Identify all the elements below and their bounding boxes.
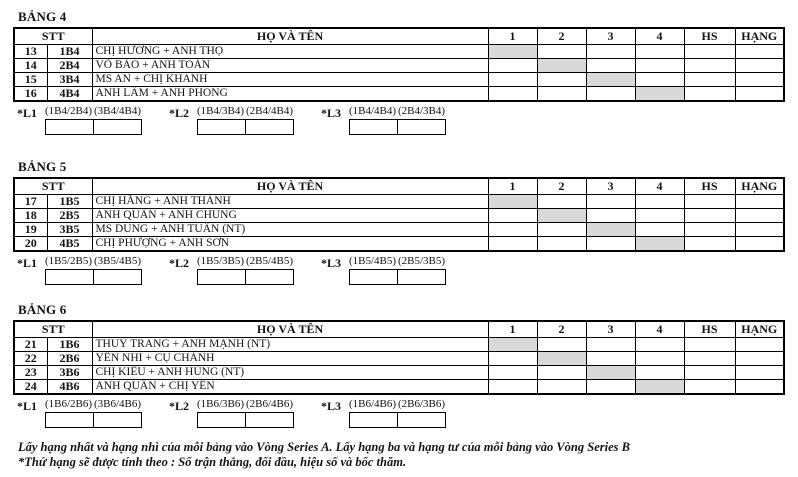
leg-label: *L1: [17, 256, 38, 270]
score-cell: [488, 366, 537, 380]
leg-label: *L2: [169, 256, 190, 270]
matchup: (2B5/4B5): [245, 255, 294, 267]
score-cell: [586, 87, 635, 102]
col-header-round1: 1: [488, 28, 537, 45]
team-row: [14, 223, 784, 237]
hs-cell: [684, 59, 735, 73]
team-row: [14, 45, 784, 59]
score-cell: [488, 352, 537, 366]
score-box: [93, 269, 142, 285]
stt-cell: 19: [14, 223, 47, 237]
score-cell: [537, 380, 586, 395]
results-table-bang6: [13, 320, 785, 395]
score-cell: [488, 209, 537, 223]
score-cell: [537, 45, 586, 59]
rounds-schedule: [17, 255, 798, 285]
score-cell: [586, 195, 635, 209]
matchup: (1B5/2B5): [44, 255, 93, 267]
score-box: [93, 119, 142, 135]
seed-cell: 4B5: [47, 237, 92, 252]
score-cell: [635, 209, 684, 223]
col-header-hs: HS: [684, 28, 735, 45]
score-cell: [537, 73, 586, 87]
col-header-hs: HS: [684, 178, 735, 195]
team-name-cell: ANH LÂM + ANH PHONG: [92, 87, 488, 102]
team-row: [14, 73, 784, 87]
score-cell: [635, 59, 684, 73]
leg-l2: [169, 105, 294, 135]
team-row: [14, 380, 784, 395]
col-header-round2: 2: [537, 178, 586, 195]
leg-l3: [321, 105, 446, 135]
hs-cell: [684, 338, 735, 352]
score-cell: [586, 209, 635, 223]
leg-label: *L3: [321, 399, 342, 413]
matchup: (2B6/4B6): [245, 398, 294, 410]
col-header-round4: 4: [635, 178, 684, 195]
team-row: [14, 237, 784, 252]
score-box: [245, 269, 294, 285]
col-header-stt: STT: [14, 178, 92, 195]
score-cell-self: [488, 45, 537, 59]
matchup: (3B5/4B5): [93, 255, 142, 267]
seed-cell: 1B6: [47, 338, 92, 352]
leg-l1: [17, 255, 142, 285]
score-cell: [488, 59, 537, 73]
hs-cell: [684, 45, 735, 59]
score-cell-self: [635, 237, 684, 252]
score-cell: [537, 87, 586, 102]
footer-line2: *Thứ hạng sẽ được tính theo : Số trận thắng, đối đầu, hiệu số và bốc thăm.: [18, 455, 407, 469]
score-box: [245, 412, 294, 428]
hs-cell: [684, 87, 735, 102]
score-cell-self: [635, 380, 684, 395]
score-cell: [635, 223, 684, 237]
team-name-cell: CHỊ HƯƠNG + ANH THỌ: [92, 45, 488, 59]
seed-cell: 1B5: [47, 195, 92, 209]
col-header-round2: 2: [537, 28, 586, 45]
matchup: (2B5/3B5): [397, 255, 446, 267]
hang-cell: [735, 195, 784, 209]
matchup: (1B4/3B4): [196, 105, 245, 117]
hs-cell: [684, 352, 735, 366]
score-box: [45, 119, 94, 135]
col-header-stt: STT: [14, 321, 92, 338]
hang-cell: [735, 338, 784, 352]
footer-note: [18, 440, 798, 470]
results-table-bang5: [13, 177, 785, 252]
header-row: [14, 178, 784, 195]
leg-label: *L3: [321, 256, 342, 270]
score-box: [197, 119, 246, 135]
group-section-bang5: [13, 159, 798, 285]
team-name-cell: ANH QUÂN + ANH CHUNG: [92, 209, 488, 223]
leg-l3: [321, 255, 446, 285]
score-cell: [635, 195, 684, 209]
score-cell: [635, 366, 684, 380]
hs-cell: [684, 380, 735, 395]
hang-cell: [735, 73, 784, 87]
col-header-round4: 4: [635, 321, 684, 338]
stt-cell: 20: [14, 237, 47, 252]
header-row: [14, 321, 784, 338]
rounds-schedule: [17, 398, 798, 428]
stt-cell: 18: [14, 209, 47, 223]
stt-cell: 24: [14, 380, 47, 395]
team-name-cell: THUỲ TRANG + ANH MẠNH (NT): [92, 338, 488, 352]
score-cell-self: [586, 223, 635, 237]
stt-cell: 23: [14, 366, 47, 380]
col-header-hang: HẠNG: [735, 321, 784, 338]
score-box: [349, 119, 398, 135]
matchup: (1B4/2B4): [44, 105, 93, 117]
group-section-bang4: [13, 9, 798, 135]
score-cell-self: [488, 338, 537, 352]
score-box: [349, 412, 398, 428]
matchup: (2B6/3B6): [397, 398, 446, 410]
header-row: [14, 28, 784, 45]
stt-cell: 16: [14, 87, 47, 102]
score-box: [397, 412, 446, 428]
score-cell: [488, 380, 537, 395]
seed-cell: 2B5: [47, 209, 92, 223]
stt-cell: 22: [14, 352, 47, 366]
team-name-cell: VÕ BẢO + ANH TOÀN: [92, 59, 488, 73]
team-name-cell: CHỊ HẰNG + ANH THÀNH: [92, 195, 488, 209]
hang-cell: [735, 237, 784, 252]
col-header-hs: HS: [684, 321, 735, 338]
matchup: (1B6/2B6): [44, 398, 93, 410]
leg-l3: [321, 398, 446, 428]
hang-cell: [735, 380, 784, 395]
leg-label: *L1: [17, 106, 38, 120]
hang-cell: [735, 45, 784, 59]
team-name-cell: MS DUNG + ANH TUẤN (NT): [92, 223, 488, 237]
score-box: [397, 269, 446, 285]
col-header-name: HỌ VÀ TÊN: [92, 28, 488, 45]
leg-label: *L2: [169, 106, 190, 120]
team-row: [14, 352, 784, 366]
stt-cell: 14: [14, 59, 47, 73]
score-cell: [586, 380, 635, 395]
score-cell: [586, 352, 635, 366]
score-box: [93, 412, 142, 428]
leg-label: *L3: [321, 106, 342, 120]
score-cell: [586, 59, 635, 73]
col-header-round3: 3: [586, 28, 635, 45]
team-row: [14, 59, 784, 73]
hs-cell: [684, 237, 735, 252]
matchup: (2B4/4B4): [245, 105, 294, 117]
matchup: (1B5/3B5): [196, 255, 245, 267]
seed-cell: 3B6: [47, 366, 92, 380]
hang-cell: [735, 223, 784, 237]
score-box: [349, 269, 398, 285]
hs-cell: [684, 366, 735, 380]
col-header-name: HỌ VÀ TÊN: [92, 178, 488, 195]
hang-cell: [735, 209, 784, 223]
seed-cell: 4B6: [47, 380, 92, 395]
leg-l1: [17, 398, 142, 428]
stt-cell: 13: [14, 45, 47, 59]
table-title: BẢNG 5: [18, 159, 67, 174]
score-box: [197, 412, 246, 428]
score-cell-self: [537, 209, 586, 223]
leg-label: *L1: [17, 399, 38, 413]
rounds-schedule: [17, 105, 798, 135]
seed-cell: 1B4: [47, 45, 92, 59]
hs-cell: [684, 195, 735, 209]
col-header-round3: 3: [586, 178, 635, 195]
hang-cell: [735, 366, 784, 380]
hang-cell: [735, 352, 784, 366]
score-cell-self: [635, 87, 684, 102]
score-cell-self: [488, 195, 537, 209]
col-header-round1: 1: [488, 178, 537, 195]
group-section-bang6: [13, 302, 798, 428]
hang-cell: [735, 59, 784, 73]
results-table-bang4: [13, 27, 785, 102]
col-header-round3: 3: [586, 321, 635, 338]
team-row: [14, 209, 784, 223]
matchup: (2B4/3B4): [397, 105, 446, 117]
leg-label: *L2: [169, 399, 190, 413]
col-header-round1: 1: [488, 321, 537, 338]
score-cell-self: [586, 73, 635, 87]
col-header-hang: HẠNG: [735, 28, 784, 45]
team-name-cell: CHỊ PHƯỢNG + ANH SƠN: [92, 237, 488, 252]
team-row: [14, 366, 784, 380]
leg-l1: [17, 105, 142, 135]
team-row: [14, 87, 784, 102]
matchup: (1B5/4B5): [348, 255, 397, 267]
score-cell: [586, 338, 635, 352]
score-cell-self: [537, 352, 586, 366]
score-box: [245, 119, 294, 135]
score-cell: [488, 73, 537, 87]
matchup: (1B6/3B6): [196, 398, 245, 410]
score-cell: [635, 338, 684, 352]
hs-cell: [684, 209, 735, 223]
score-cell: [537, 366, 586, 380]
score-cell: [488, 223, 537, 237]
table-title: BẢNG 4: [18, 9, 67, 24]
col-header-name: HỌ VÀ TÊN: [92, 321, 488, 338]
score-cell: [635, 45, 684, 59]
score-box: [45, 269, 94, 285]
hs-cell: [684, 223, 735, 237]
score-cell: [488, 237, 537, 252]
leg-l2: [169, 398, 294, 428]
score-cell-self: [537, 59, 586, 73]
table-title: BẢNG 6: [18, 302, 67, 317]
score-box: [397, 119, 446, 135]
team-name-cell: YẾN NHI + CỤ CHÁNH: [92, 352, 488, 366]
score-cell: [488, 87, 537, 102]
score-cell: [537, 237, 586, 252]
team-name-cell: MS AN + CHỊ KHANH: [92, 73, 488, 87]
stt-cell: 21: [14, 338, 47, 352]
seed-cell: 2B4: [47, 59, 92, 73]
col-header-round4: 4: [635, 28, 684, 45]
col-header-round2: 2: [537, 321, 586, 338]
col-header-hang: HẠNG: [735, 178, 784, 195]
score-box: [197, 269, 246, 285]
score-cell: [635, 73, 684, 87]
team-name-cell: ANH QUÂN + CHỊ YẾN: [92, 380, 488, 395]
stt-cell: 17: [14, 195, 47, 209]
hang-cell: [735, 87, 784, 102]
score-cell: [586, 237, 635, 252]
score-cell: [537, 338, 586, 352]
matchup: (1B4/4B4): [348, 105, 397, 117]
seed-cell: 3B4: [47, 73, 92, 87]
score-cell: [586, 45, 635, 59]
team-row: [14, 338, 784, 352]
seed-cell: 2B6: [47, 352, 92, 366]
team-name-cell: CHỊ KIỀU + ANH HÙNG (NT): [92, 366, 488, 380]
score-box: [45, 412, 94, 428]
stt-cell: 15: [14, 73, 47, 87]
score-cell: [537, 195, 586, 209]
seed-cell: 4B4: [47, 87, 92, 102]
footer-line1: Lấy hạng nhất và hạng nhì của mỗi bảng vào Vòng Series A. Lấy hạng ba và hạng tư của mỗi bảng vào Vòng Series B: [18, 440, 630, 454]
score-cell: [635, 352, 684, 366]
matchup: (3B4/4B4): [93, 105, 142, 117]
matchup: (1B6/4B6): [348, 398, 397, 410]
col-header-stt: STT: [14, 28, 92, 45]
score-cell: [537, 223, 586, 237]
hs-cell: [684, 73, 735, 87]
matchup: (3B6/4B6): [93, 398, 142, 410]
team-row: [14, 195, 784, 209]
seed-cell: 3B5: [47, 223, 92, 237]
leg-l2: [169, 255, 294, 285]
score-cell-self: [586, 366, 635, 380]
